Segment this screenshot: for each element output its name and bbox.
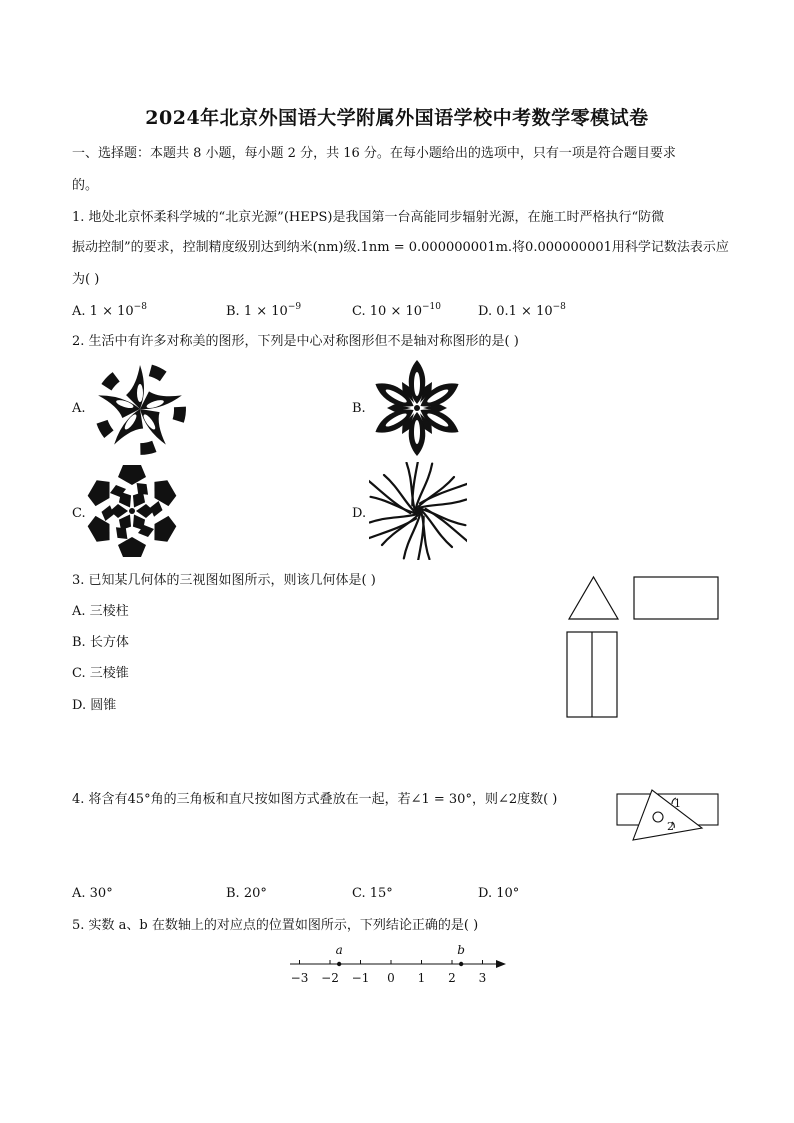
q1-option-a[interactable] bbox=[72, 302, 147, 319]
q1-option-d[interactable] bbox=[478, 302, 566, 319]
option-exponent: −9 bbox=[287, 302, 302, 312]
q4-text: 4. 将含有45°角的三角板和直尺按如图方式叠放在一起，若∠1 = 30°，则∠2度数( ) bbox=[72, 792, 558, 807]
axis-tick-label: 2 bbox=[448, 971, 456, 985]
q2-figure-d bbox=[369, 462, 467, 560]
q4-ruler-triangle-figure bbox=[612, 788, 724, 846]
point-a-label: a bbox=[335, 943, 343, 957]
q5-text: 5. 实数 a、b 在数轴上的对应点的位置如图所示，下列结论正确的是( ) bbox=[72, 918, 479, 933]
axis-tick-label: 3 bbox=[478, 971, 487, 985]
axis-tick-label: −1 bbox=[351, 971, 370, 985]
option-label: A. bbox=[72, 304, 86, 319]
angle-1-label: 1 bbox=[674, 797, 681, 810]
axis-arrow bbox=[496, 960, 506, 968]
axis-tick-label: −2 bbox=[321, 971, 339, 985]
axis-tick-label: 0 bbox=[387, 971, 395, 985]
option-label: C. bbox=[352, 304, 366, 319]
q4-option-a[interactable]: A. 30° bbox=[72, 886, 113, 901]
q4-option-c[interactable]: C. 15° bbox=[352, 886, 393, 901]
q4-option-d[interactable]: D. 10° bbox=[478, 886, 520, 901]
q2-option-b-label[interactable]: B. bbox=[352, 401, 366, 416]
section-header-line1: 一、选择题：本题共 8 小题，每小题 2 分，共 16 分。在每小题给出的选项中，只有一项是符合题目要求 bbox=[72, 146, 676, 161]
q2-figure-b bbox=[367, 358, 467, 458]
q5-number-line bbox=[284, 938, 514, 990]
q3-option-c[interactable]: C. 三棱锥 bbox=[72, 666, 129, 681]
q1-option-b[interactable] bbox=[226, 302, 301, 319]
q2-option-c-label[interactable]: C. bbox=[72, 506, 86, 521]
q1-line3: 为( ) bbox=[72, 272, 100, 287]
option-exponent: −8 bbox=[552, 302, 566, 312]
point-a bbox=[337, 962, 341, 966]
section-header-line2: 的。 bbox=[72, 178, 99, 193]
option-exponent: −8 bbox=[133, 302, 147, 312]
option-exponent: −10 bbox=[422, 302, 442, 312]
option-base: 1 × 10 bbox=[243, 304, 288, 319]
q2-figure-c bbox=[87, 463, 177, 559]
point-b-label: b bbox=[457, 943, 465, 957]
q2-option-d-label[interactable]: D. bbox=[352, 506, 367, 521]
q3-option-a[interactable]: A. 三棱柱 bbox=[72, 604, 129, 619]
option-label: D. bbox=[478, 304, 493, 319]
q2-option-a-label[interactable]: A. bbox=[72, 401, 86, 416]
q4-option-b[interactable]: B. 20° bbox=[226, 886, 267, 901]
point-b bbox=[459, 962, 463, 966]
q1-line2: 振动控制”的要求，控制精度级别达到纳米(nm)级.1nm = 0.000000001m.将0.000000001用科学记数法表示应 bbox=[72, 240, 729, 255]
q3-option-d[interactable]: D. 圆锥 bbox=[72, 698, 117, 713]
q3-three-view-figure bbox=[562, 572, 724, 722]
top-left-triangle-view bbox=[569, 577, 618, 619]
q2-figure-a bbox=[88, 359, 192, 459]
axis-tick-label: −3 bbox=[290, 971, 309, 985]
option-label: B. bbox=[226, 304, 240, 319]
option-base: 0.1 × 10 bbox=[496, 304, 553, 319]
option-base: 1 × 10 bbox=[89, 304, 134, 319]
front-view-rectangle bbox=[634, 577, 718, 619]
q3-text: 3. 已知某几何体的三视图如图所示，则该几何体是( ) bbox=[72, 573, 376, 588]
angle-2-label: 2 bbox=[667, 820, 674, 833]
axis-tick-label: 1 bbox=[417, 971, 426, 985]
q1-option-c[interactable] bbox=[352, 302, 441, 319]
option-base: 10 × 10 bbox=[369, 304, 423, 319]
page-title: 2024年北京外国语大学附属外国语学校中考数学零模试卷 bbox=[145, 107, 649, 129]
q1-line1: 1. 地处北京怀柔科学城的“北京光源”(HEPS)是我国第一台高能同步辐射光源，在施工时严格执行“防微 bbox=[72, 210, 665, 225]
q2-text: 2. 生活中有许多对称美的图形，下列是中心对称图形但不是轴对称图形的是( ) bbox=[72, 334, 519, 349]
q3-option-b[interactable]: B. 长方体 bbox=[72, 635, 129, 650]
